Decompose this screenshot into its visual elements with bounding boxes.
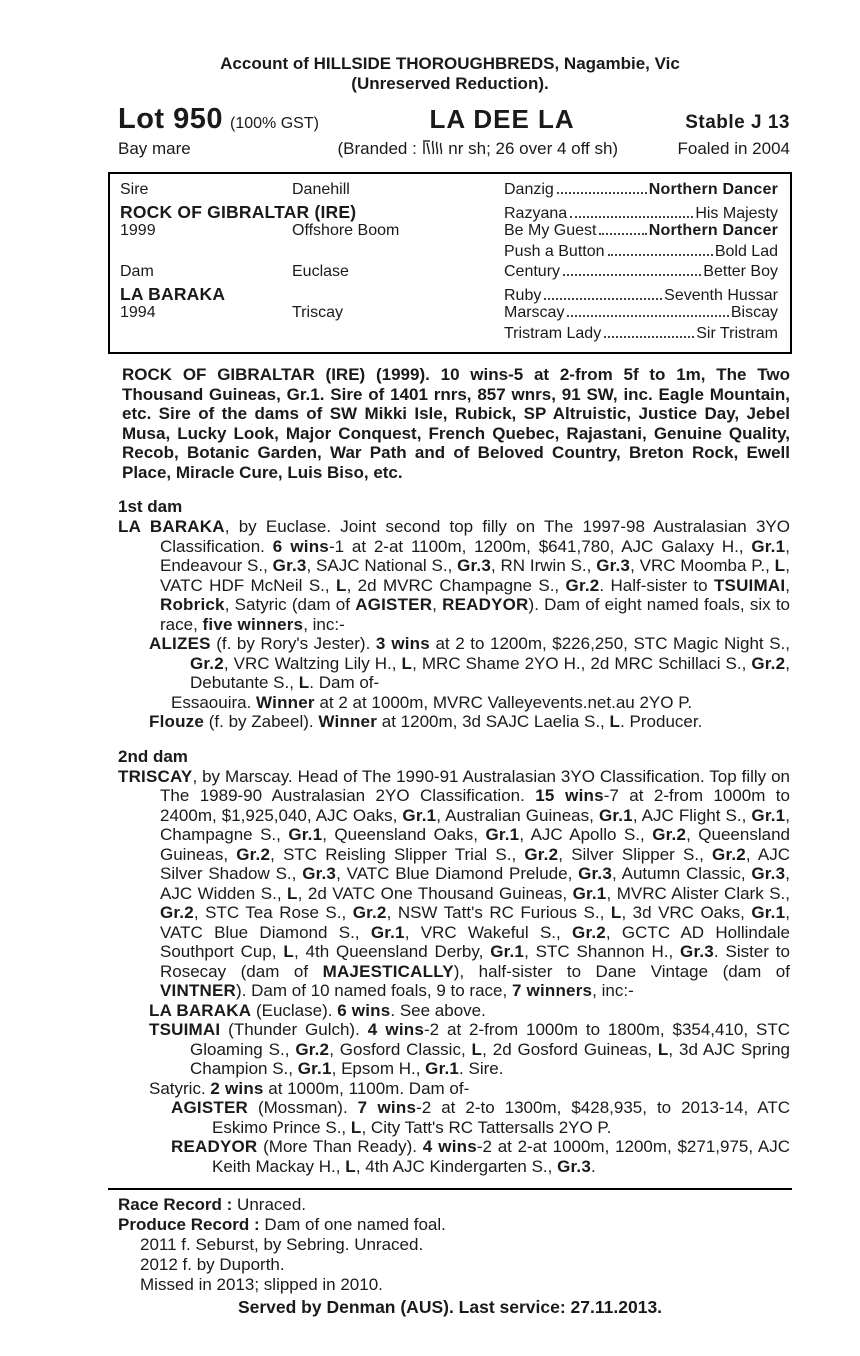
ancestor-right: His Majesty	[695, 204, 778, 222]
ancestor-left: Century	[504, 263, 561, 280]
progeny-entry-essaouira	[118, 693, 792, 713]
text-segment: , AJC Silver Shadow S.,	[160, 844, 791, 883]
text-segment: 2 wins	[210, 1078, 264, 1098]
text-segment: , Queensland Guineas,	[160, 825, 790, 864]
text-segment: , AJC Apollo S.,	[519, 825, 653, 844]
text-segment: VINTNER	[160, 981, 237, 1000]
pedigree-leader-row	[504, 243, 778, 261]
text-segment: L	[298, 673, 310, 692]
text-segment: Satyric.	[149, 1078, 211, 1098]
text-segment: ). Dam of eight named foals, six to race,	[160, 595, 791, 634]
text-segment: L	[287, 883, 298, 903]
text-segment: ALIZES	[149, 634, 211, 653]
text-segment: , Gosford Classic,	[329, 1039, 472, 1059]
text-segment: , AJC Widden S.,	[160, 864, 790, 903]
text-segment: (Thunder Gulch).	[220, 1020, 368, 1039]
ancestor-left: Tristram Lady	[504, 324, 602, 342]
text-segment: , by Euclase. Joint second top filly on The 1997-98 Australasian 3YO Classification.	[160, 517, 790, 556]
ancestor-right: Northern Dancer	[648, 222, 778, 239]
progeny-entry-alizes	[118, 634, 792, 693]
granddam-dam-side: Triscay	[292, 304, 343, 321]
text-segment: -2 at 2-at 1000m, 1200m, $271,975, AJC Keith Mackay H.,	[212, 1137, 790, 1176]
pedigree-table	[108, 172, 792, 354]
ancestor-right: Biscay	[730, 304, 778, 321]
progeny-entry-satyric	[118, 1079, 792, 1099]
produce-foal-2012: 2012 f. by Duporth.	[140, 1255, 285, 1274]
pedigree-leader-row	[504, 287, 778, 305]
dot-leader	[557, 192, 647, 194]
text-segment: , VRC Waltzing Lily H.,	[223, 653, 402, 673]
text-segment: , Silver Slipper S.,	[558, 844, 713, 864]
text-segment: L	[283, 942, 294, 961]
text-segment: , Endeavour S.,	[160, 536, 790, 575]
progeny-entry-la-baraka	[118, 1001, 792, 1021]
text-segment: , 4th Queensland Derby,	[293, 942, 491, 961]
text-segment: TSUIMAI	[713, 575, 786, 595]
granddam-sire-side: Offshore Boom	[292, 222, 400, 239]
text-segment: L	[345, 1156, 356, 1176]
text-segment: MAJESTICALLY	[322, 961, 454, 981]
text-segment: . Sister to Rosecay (dam of	[160, 942, 790, 981]
text-segment: LA BARAKA	[118, 517, 225, 536]
ancestor-left: Danzig	[504, 181, 554, 198]
ancestor-right: Northern Dancer	[648, 181, 778, 198]
text-segment: , inc:-	[303, 614, 345, 634]
text-segment: 7 winners	[511, 981, 593, 1000]
text-segment: Gr.2	[236, 844, 271, 864]
text-segment: Winner	[318, 712, 378, 731]
lot-number: Lot 950	[118, 103, 224, 135]
pedigree-leader-row	[504, 304, 778, 322]
text-segment: , Champagne S.,	[160, 805, 791, 844]
text-segment: Gr.1	[425, 1059, 460, 1078]
text-segment: , MVRC Alister Clark S.,	[606, 883, 790, 903]
text-segment: Gr.1	[297, 1059, 332, 1078]
text-segment: Essaouira.	[171, 692, 257, 712]
text-segment: at 2 to 1200m, $226,250, STC Magic Night S.,	[429, 634, 790, 653]
dot-leader	[599, 233, 646, 235]
text-segment: , VATC HDF McNeil S.,	[160, 556, 790, 595]
text-segment: READYOR	[171, 1137, 258, 1156]
text-segment: at 2 at 1000m, MVRC Valleyevents.net.au 2YO P.	[314, 692, 693, 712]
text-segment: , by Marscay. Head of The 1990-91 Australasian 3YO Classification. Top filly on The 1989-90 Australasian 2YO Classification.	[160, 766, 790, 805]
text-segment: , 2d Gosford Guineas,	[482, 1039, 658, 1059]
text-segment: ,	[432, 595, 443, 614]
text-segment: . Sire.	[459, 1059, 504, 1078]
text-segment: Gr.1	[490, 942, 525, 961]
text-segment: , inc:-	[592, 981, 634, 1000]
text-segment: , STC Tea Rose S.,	[193, 903, 353, 922]
text-segment: . Dam of-	[309, 673, 380, 692]
text-segment: Gr.2	[712, 844, 746, 864]
pedigree-leader-row	[504, 263, 778, 281]
text-segment: , 3d VRC Oaks,	[621, 903, 752, 922]
text-segment: -2 at 2-to 1300m, $428,935, to 2013-14, ATC Eskimo Prince S.,	[212, 1098, 790, 1137]
pedigree-leader-row	[504, 325, 778, 343]
text-segment: Winner	[256, 692, 315, 712]
pedigree-leader-row	[504, 181, 778, 199]
text-segment: L	[609, 712, 621, 731]
ancestor-right: Sir Tristram	[696, 324, 778, 342]
text-segment: Gr.3	[751, 864, 786, 883]
produce-missed-line: Missed in 2013; slipped in 2010.	[140, 1275, 383, 1294]
text-segment: Gr.1	[598, 805, 633, 825]
text-segment: 6 wins	[272, 536, 329, 556]
pedigree-leader-row	[504, 222, 778, 240]
ancestor-left: Marscay	[504, 304, 565, 321]
text-segment: L	[774, 556, 786, 575]
text-segment: 3 wins	[375, 634, 430, 653]
pedigree-leader-row	[504, 205, 778, 223]
text-segment: , STC Shannon H.,	[524, 942, 681, 961]
text-segment: Gr.1	[370, 922, 405, 942]
text-segment: L	[350, 1117, 362, 1137]
text-segment: Gr.2	[751, 653, 786, 673]
page-content	[108, 54, 792, 1317]
text-segment: AGISTER	[355, 595, 433, 614]
damsire: Euclase	[292, 263, 349, 280]
text-segment: Gr.1	[751, 805, 786, 825]
text-segment: 4 wins	[422, 1137, 477, 1156]
branded-text	[278, 139, 678, 162]
brand-mark-icon	[422, 139, 444, 162]
gst-note: (100% GST)	[230, 115, 319, 132]
sire-label: Sire	[120, 181, 149, 198]
ancestor-left: Ruby	[504, 286, 542, 304]
branded-suffix: nr sh; 26 over 4 off sh)	[443, 139, 619, 158]
text-segment: . See above.	[390, 1000, 486, 1020]
text-segment: Gr.3	[596, 556, 631, 575]
text-segment: Gr.3	[457, 556, 491, 575]
race-record-value: Unraced.	[232, 1195, 307, 1214]
text-segment: -1 at 2-at 1100m, 1200m, $641,780, AJC Galaxy H.,	[328, 536, 752, 556]
text-segment: Gr.1	[288, 825, 323, 844]
account-line: Account of HILLSIDE THOROUGHBREDS, Nagambie, Vic	[220, 54, 680, 73]
produce-record-line	[108, 1215, 792, 1235]
dot-leader	[608, 254, 713, 256]
records-section	[108, 1188, 792, 1317]
sire-name: ROCK OF GIBRALTAR (IRE)	[120, 201, 357, 222]
text-segment: -7 at 2-from 1000m to 2400m, $1,925,040, AJC Oaks,	[160, 786, 790, 825]
text-segment: Gr.1	[751, 903, 786, 922]
text-segment: Robrick	[160, 595, 225, 614]
text-segment: Gr.3	[302, 864, 337, 883]
race-record-line	[108, 1195, 792, 1215]
text-segment: Gr.2	[652, 825, 687, 844]
text-segment: 15 wins	[535, 786, 604, 805]
first-dam-section	[108, 497, 792, 732]
detail-row	[108, 139, 792, 162]
text-segment: Gr.1	[572, 883, 607, 903]
text-segment: Gr.1	[751, 536, 786, 556]
text-segment: five winners	[202, 614, 304, 634]
text-segment: Flouze	[149, 712, 205, 731]
dam-name: LA BARAKA	[120, 283, 226, 304]
grandsire: Danehill	[292, 181, 350, 198]
text-segment: Gr.3	[557, 1156, 591, 1176]
text-segment: .	[590, 1156, 596, 1176]
text-segment: , NSW Tatt's RC Furious S.,	[386, 903, 611, 922]
text-segment: LA BARAKA	[149, 1000, 252, 1020]
text-segment: , RN Irwin S.,	[491, 556, 597, 575]
text-segment: L	[335, 575, 347, 595]
ancestor-left: Be My Guest	[504, 222, 597, 239]
dam-entry-la-baraka	[118, 517, 792, 634]
text-segment: TRISCAY	[118, 766, 193, 786]
progeny-entry-readyor	[118, 1137, 792, 1176]
text-segment: at 1200m, 3d SAJC Laelia S.,	[377, 712, 610, 731]
text-segment: Gr.2	[524, 844, 559, 864]
text-segment: Gr.1	[485, 825, 520, 844]
text-segment: , 2d MVRC Champagne S.,	[346, 575, 566, 595]
dot-leader	[567, 315, 728, 317]
ancestor-left: Razyana	[504, 204, 568, 222]
text-segment: , AJC Flight S.,	[632, 805, 752, 825]
text-segment: ), half-sister to Dane Vintage (dam of	[453, 961, 790, 981]
text-segment: , SAJC National S.,	[306, 556, 458, 575]
text-segment: , 2d VATC One Thousand Guineas,	[297, 883, 573, 903]
text-segment: (Mossman).	[247, 1098, 358, 1117]
text-segment: TSUIMAI	[149, 1020, 221, 1039]
dam-year: 1994	[120, 304, 156, 321]
branded-prefix: (Branded :	[337, 139, 422, 158]
second-dam-heading: 2nd dam	[118, 746, 188, 766]
sire-description: ROCK OF GIBRALTAR (IRE) (1999). 10 wins-5 at 2-from 5f to 1m, The Two Thousand Guineas, Gr.1. Sire of 1401 rnrs, 857 wnrs, 91 SW, inc. Eagle Mountain, etc. Sire of the dams of SW Mikki Isle, Rubick, SP Altruistic, Justice Day, Jebel Musa, Lucky Look, Major Conquest, French Quebec, Rajastani, Genuine Quality, Recob, Botanic Garden, War Path and of Beloved Country, Breton Rock, Ewell Place, Miracle Cure, Luis Biso, etc.	[122, 365, 790, 482]
text-segment: AGISTER	[171, 1098, 248, 1117]
text-segment: Gr.3	[680, 942, 714, 961]
text-segment: , City Tatt's RC Tattersalls 2YO P.	[361, 1117, 612, 1137]
produce-record-value: Dam of one named foal.	[259, 1215, 446, 1234]
race-record-label: Race Record :	[118, 1195, 233, 1214]
dot-leader	[544, 298, 662, 300]
text-segment: , Autumn Classic,	[612, 864, 752, 883]
text-segment: (More Than Ready).	[257, 1137, 423, 1156]
served-by-line: Served by Denman (AUS). Last service: 27.11.2013.	[237, 1297, 663, 1317]
sire-year: 1999	[120, 222, 156, 239]
text-segment: at 1000m, 1100m. Dam of-	[263, 1078, 470, 1098]
progeny-entry-tsuimai	[118, 1020, 792, 1079]
text-segment: L	[610, 903, 622, 922]
text-segment: -2 at 2-from 1000m to 1800m, $354,410, STC Gloaming S.,	[190, 1020, 790, 1059]
text-segment: , MRC Shame 2YO H., 2d MRC Schillaci S.,	[412, 653, 752, 673]
text-segment: Gr.2	[572, 922, 606, 942]
text-segment: , VRC Moomba P.,	[630, 556, 775, 575]
stable-number: Stable J 13	[685, 112, 790, 133]
ancestor-right: Seventh Hussar	[664, 286, 778, 304]
colour-sex: Bay mare	[118, 139, 191, 158]
text-segment: , STC Reisling Slipper Trial S.,	[270, 844, 525, 864]
text-segment: , Debutante S.,	[190, 653, 790, 692]
text-segment: L	[657, 1039, 669, 1059]
text-segment: Gr.2	[565, 575, 600, 595]
text-segment: Gr.3	[578, 864, 613, 883]
text-segment: (f. by Zabeel).	[204, 712, 319, 731]
progeny-entry-flouze	[118, 712, 792, 732]
ancestor-right: Bold Lad	[714, 242, 778, 260]
text-segment: . Producer.	[620, 712, 703, 731]
dam-label: Dam	[120, 263, 154, 280]
first-dam-heading: 1st dam	[118, 497, 183, 516]
text-segment: 7 wins	[357, 1098, 417, 1117]
text-segment: L	[471, 1039, 483, 1059]
text-segment: , Queensland Oaks,	[322, 825, 486, 844]
text-segment: READYOR	[442, 595, 529, 614]
ancestor-right: Better Boy	[703, 263, 778, 280]
dot-leader	[604, 336, 694, 338]
text-segment: , VATC Blue Diamond Prelude,	[336, 864, 579, 883]
second-dam-section	[108, 747, 792, 1177]
dam-entry-triscay	[118, 767, 792, 1001]
text-segment: , Satyric (dam of	[224, 595, 356, 614]
text-segment: , 3d AJC Spring Champion S.,	[190, 1039, 790, 1078]
text-segment: Gr.1	[402, 805, 437, 825]
text-segment: , VATC Blue Diamond S.,	[160, 903, 790, 942]
text-segment: , VRC Wakeful S.,	[404, 922, 573, 942]
text-segment: , Epsom H.,	[331, 1059, 426, 1078]
text-segment: 6 wins	[337, 1000, 391, 1020]
foaled-year: Foaled in 2004	[677, 139, 790, 158]
text-segment: Gr.2	[160, 903, 194, 922]
text-segment: Gr.3	[272, 556, 307, 575]
horse-name: LA DEE LA	[429, 104, 575, 134]
ancestor-left: Push a Button	[504, 242, 605, 260]
text-segment: , Australian Guineas,	[436, 805, 599, 825]
text-segment: (f. by Rory's Jester).	[210, 634, 376, 653]
lot-row	[108, 103, 792, 136]
text-segment: Gr.2	[352, 903, 387, 922]
text-segment: L	[401, 653, 413, 673]
reduction-line: (Unreserved Reduction).	[351, 74, 549, 93]
produce-foal-2011: 2011 f. Seburst, by Sebring. Unraced.	[140, 1235, 424, 1254]
text-segment: ). Dam of 10 named foals, 9 to race,	[236, 981, 512, 1000]
progeny-entry-agister	[118, 1098, 792, 1137]
text-segment: (Euclase).	[251, 1000, 338, 1020]
text-segment: , 4th AJC Kindergarten S.,	[355, 1156, 558, 1176]
text-segment: , GCTC AD Hollindale Southport Cup,	[160, 922, 790, 961]
dot-leader	[563, 274, 701, 276]
text-segment: 4 wins	[367, 1020, 424, 1039]
text-segment: Gr.2	[295, 1039, 330, 1059]
text-segment: ,	[785, 575, 790, 595]
produce-record-label: Produce Record :	[118, 1215, 260, 1234]
dot-leader	[570, 216, 693, 218]
text-segment: . Half-sister to	[599, 575, 714, 595]
text-segment: Gr.2	[190, 653, 224, 673]
